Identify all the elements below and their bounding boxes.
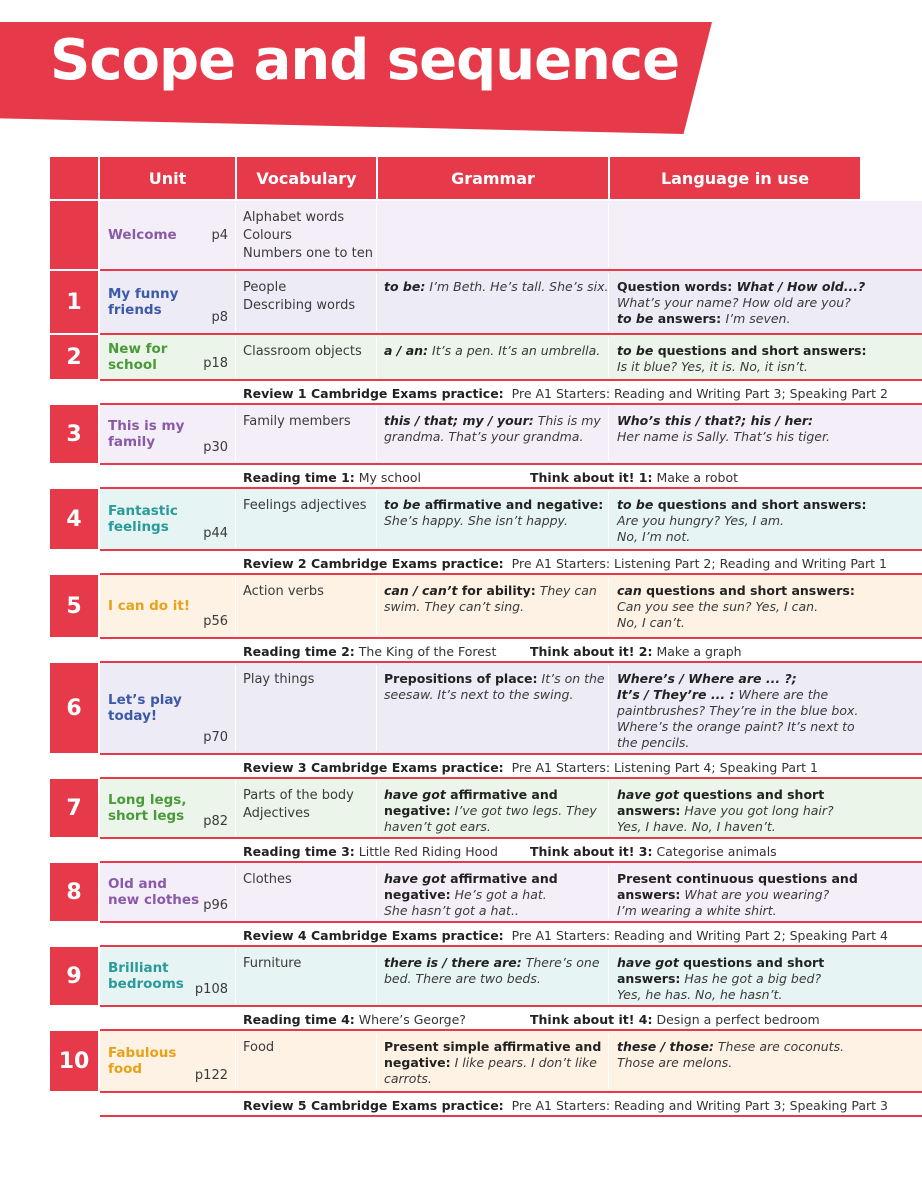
subrow-r2	[50, 551, 922, 575]
vocabulary-cell: Classroom objects	[243, 344, 362, 359]
grammar-cell	[384, 671, 610, 703]
text-run: this / that; my / your:	[384, 413, 534, 428]
column-divider	[235, 865, 236, 919]
text-run: these / those:	[617, 1039, 714, 1054]
language-in-use-cell	[617, 955, 867, 1003]
subrow-left-text	[243, 644, 496, 659]
text-run: questions and short answers:	[653, 343, 867, 358]
text-run: There’s one bed. There are two beds.	[384, 955, 600, 986]
unit-page: p56	[203, 614, 228, 629]
subrow-left-plain: Little Red Riding Hood	[354, 844, 498, 859]
text-run: Who’s this / that?; his / her:	[617, 413, 814, 428]
unit-page: p82	[203, 814, 228, 829]
table-body	[50, 201, 922, 1117]
text-run: to be	[617, 311, 654, 326]
subrow-left-bold: Reading time 4:	[243, 1012, 355, 1027]
subrow-r4	[50, 923, 922, 947]
unit-page: p30	[203, 440, 228, 455]
subrow-left-text	[243, 760, 818, 775]
text-run: Present continuous questions and answers:	[617, 871, 858, 902]
text-run: affirmative and negative:	[384, 871, 558, 902]
subrow-right-text	[530, 1012, 820, 1027]
header-vocabulary: Vocabulary	[237, 157, 376, 199]
text-run: What / How old...?	[736, 279, 866, 294]
column-divider	[235, 577, 236, 635]
unit-row-u4	[50, 489, 922, 551]
unit-page: p70	[203, 730, 228, 745]
grammar-cell	[384, 871, 610, 919]
text-run: have got	[617, 787, 679, 802]
text-run: affirmative and negative:	[420, 497, 604, 512]
text-run: to be	[384, 497, 421, 512]
text-run: Are you hungry? Yes, I am. No, I’m not.	[617, 513, 785, 544]
grammar-cell	[384, 583, 610, 615]
language-in-use-cell	[617, 871, 867, 919]
grammar-cell	[384, 497, 610, 529]
vocabulary-cell: Feelings adjectives	[243, 498, 367, 513]
subrow-background	[100, 639, 922, 661]
unit-name: Old and new clothes	[108, 876, 200, 908]
unit-page: p122	[194, 1068, 228, 1083]
unit-page: p96	[203, 898, 228, 913]
subrow-right-bold: Think about it! 4:	[530, 1012, 653, 1027]
subrow-left-plain: Pre A1 Starters: Listening Part 2; Reading and Writing Part 1	[503, 556, 887, 571]
text-run: have got	[384, 871, 446, 886]
subrow-left-bold: Review 4 Cambridge Exams practice:	[243, 928, 504, 943]
vocabulary-cell: Play things	[243, 672, 315, 687]
subrow-r5	[50, 1093, 922, 1117]
text-run: questions and short answers:	[617, 787, 825, 818]
subrow-r3	[50, 755, 922, 779]
language-in-use-cell	[617, 497, 867, 545]
text-run: have got	[384, 787, 446, 802]
subrow-left-plain: Where’s George?	[354, 1012, 466, 1027]
language-in-use-cell	[617, 583, 867, 631]
unit-row-u9	[50, 947, 922, 1007]
text-run: questions and short answers:	[653, 497, 867, 512]
text-run: It’s on the seesaw. It’s next to the swing.	[384, 671, 605, 702]
subrow-left-plain: The King of the Forest	[354, 644, 497, 659]
unit-number: 9	[50, 947, 98, 1005]
unit-number: 5	[50, 575, 98, 637]
vocabulary-cell: Parts of the body Adjectives	[243, 788, 354, 821]
header-language-in-use: Language in use	[610, 157, 860, 199]
unit-name: My funny friends	[108, 286, 179, 318]
subrow-background	[100, 465, 922, 487]
unit-row-u2	[50, 335, 922, 381]
unit-page: p4	[211, 227, 228, 243]
subrow-left-bold: Review 1 Cambridge Exams practice:	[243, 386, 504, 401]
vocabulary-cell: Furniture	[243, 956, 302, 971]
text-run: for ability:	[457, 583, 536, 598]
subrow-right-bold: Think about it! 2:	[530, 644, 653, 659]
subrow-right-text	[530, 644, 742, 659]
subrow-right-plain: Make a robot	[652, 470, 738, 485]
column-divider	[235, 665, 236, 751]
unit-number: 8	[50, 863, 98, 921]
language-in-use-cell	[617, 343, 867, 375]
subrow-right-plain: Categorise animals	[652, 844, 777, 859]
subrow-rt4	[50, 1007, 922, 1031]
text-run: questions and short answers:	[617, 955, 825, 986]
subrow-right-bold: Think about it! 1:	[530, 470, 653, 485]
subrow-left-text	[243, 386, 888, 401]
language-in-use-cell	[617, 671, 867, 751]
header-number-cell	[50, 157, 98, 199]
subrow-right-text	[530, 844, 777, 859]
unit-row-u6	[50, 663, 922, 755]
unit-row-u7	[50, 779, 922, 839]
unit-row-u1	[50, 271, 922, 335]
text-run: Question words:	[617, 279, 737, 294]
unit-page: p8	[211, 310, 228, 325]
text-run: affirmative and negative:	[384, 787, 558, 818]
text-run: I like pears. I don’t like carrots.	[384, 1055, 597, 1086]
unit-page: p44	[203, 526, 228, 541]
vocabulary-cell: Food	[243, 1040, 275, 1055]
column-divider	[235, 407, 236, 461]
column-divider	[235, 203, 236, 267]
grammar-cell	[384, 279, 610, 295]
vocabulary-cell: People Describing words	[243, 280, 356, 313]
unit-name: Fabulous food	[108, 1045, 177, 1077]
text-run: Present simple affirmative and negative:	[384, 1039, 602, 1070]
grammar-cell	[384, 1039, 610, 1087]
column-divider	[235, 337, 236, 377]
unit-number	[50, 201, 98, 269]
vocabulary-cell: Action verbs	[243, 584, 324, 599]
unit-row-u10	[50, 1031, 922, 1093]
subrow-right-plain: Make a graph	[652, 644, 742, 659]
unit-number: 2	[50, 335, 98, 379]
subrow-left-text	[243, 1012, 466, 1027]
text-run: to be	[617, 343, 654, 358]
text-run: Can you see the sun? Yes, I can. No, I can’t.	[617, 599, 819, 630]
header-unit: Unit	[100, 157, 235, 199]
text-run: Her name is Sally. That’s his tiger.	[617, 429, 830, 444]
subrow-left-plain: Pre A1 Starters: Reading and Writing Part 3; Speaking Part 2	[503, 386, 888, 401]
text-run: to be:	[384, 279, 426, 294]
text-run: Where’s / Where are ... ?; It’s / They’re ... :	[617, 671, 797, 702]
unit-name: Brilliant bedrooms	[108, 960, 184, 992]
language-in-use-cell	[617, 413, 867, 445]
scope-table	[50, 157, 922, 1117]
subrow-left-bold: Review 3 Cambridge Exams practice:	[243, 760, 504, 775]
language-in-use-cell	[617, 787, 867, 835]
grammar-cell	[384, 955, 610, 987]
text-run: can	[617, 583, 642, 598]
text-run: questions and short answers:	[641, 583, 855, 598]
subrow-rt1	[50, 465, 922, 489]
language-in-use-cell	[617, 279, 867, 327]
header-grammar: Grammar	[378, 157, 608, 199]
column-divider	[235, 491, 236, 547]
unit-name: Welcome	[108, 227, 177, 243]
text-run: Has he got a big bed? Yes, he has. No, he hasn’t.	[617, 971, 822, 1002]
column-divider	[235, 949, 236, 1003]
unit-page: p108	[194, 982, 228, 997]
text-run: She’s happy. She isn’t happy.	[384, 513, 568, 528]
page-title: Scope and sequence	[50, 28, 680, 93]
subrow-rt3	[50, 839, 922, 863]
text-run: These are coconuts. Those are melons.	[617, 1039, 845, 1070]
text-run: I’m Beth. He’s tall. She’s six.	[425, 279, 609, 294]
subrow-left-text	[243, 470, 421, 485]
unit-row-u5	[50, 575, 922, 639]
unit-name: Fantastic feelings	[108, 503, 178, 535]
subrow-left-bold: Reading time 1:	[243, 470, 355, 485]
text-run: What are you wearing? I’m wearing a white shirt.	[617, 887, 830, 918]
text-run: Prepositions of place:	[384, 671, 538, 686]
unit-name: New for school	[108, 341, 168, 373]
text-run: This is my grandma. That’s your grandma.	[384, 413, 601, 444]
unit-number: 7	[50, 779, 98, 837]
subrow-left-bold: Review 2 Cambridge Exams practice:	[243, 556, 504, 571]
grammar-cell	[384, 413, 610, 445]
text-run: to be	[617, 497, 654, 512]
text-run: Is it blue? Yes, it is. No, it isn’t.	[617, 359, 808, 374]
grammar-cell	[384, 787, 610, 835]
unit-row-welcome	[50, 201, 922, 271]
subrow-r1	[50, 381, 922, 405]
column-divider	[235, 273, 236, 331]
unit-name: I can do it!	[108, 598, 191, 614]
subrow-left-plain: My school	[354, 470, 421, 485]
unit-name: Long legs, short legs	[108, 792, 187, 824]
column-divider	[235, 1033, 236, 1089]
grammar-cell	[384, 343, 610, 359]
unit-number: 3	[50, 405, 98, 463]
text-run: answers:	[653, 311, 726, 326]
unit-number: 10	[50, 1031, 98, 1091]
text-run: They can swim. They can’t sing.	[384, 583, 597, 614]
text-run: Where are the paintbrushes? They’re in the blue box. Where’s the orange paint? It’s next to the pencils.	[617, 687, 859, 750]
unit-row-u8	[50, 863, 922, 923]
subrow-right-bold: Think about it! 3:	[530, 844, 653, 859]
subrow-right-text	[530, 470, 738, 485]
subrow-right-plain: Design a perfect bedroom	[652, 1012, 820, 1027]
column-divider	[235, 781, 236, 835]
subrow-left-plain: Pre A1 Starters: Listening Part 4; Speaking Part 1	[503, 760, 818, 775]
text-run: Have you got long hair? Yes, I have. No, I haven’t.	[617, 803, 834, 834]
subrow-left-plain: Pre A1 Starters: Reading and Writing Part 2; Speaking Part 4	[503, 928, 888, 943]
text-run: there is / there are:	[384, 955, 522, 970]
unit-row-u3	[50, 405, 922, 465]
vocabulary-cell: Alphabet words Colours Numbers one to ten	[243, 210, 373, 261]
text-run: a / an:	[384, 343, 429, 358]
subrow-left-text	[243, 844, 498, 859]
text-run: can / can’t	[384, 583, 458, 598]
subrow-left-bold: Reading time 3:	[243, 844, 355, 859]
text-run: He’s got a hat. She hasn’t got a hat..	[384, 887, 547, 918]
vocabulary-cell: Family members	[243, 414, 351, 429]
text-run: I’m seven.	[725, 311, 791, 326]
unit-name: Let’s play today!	[108, 692, 182, 724]
subrow-left-bold: Review 5 Cambridge Exams practice:	[243, 1098, 504, 1113]
vocabulary-cell: Clothes	[243, 872, 292, 887]
language-in-use-cell	[617, 1039, 867, 1071]
text-run: have got	[617, 955, 679, 970]
subrow-left-plain: Pre A1 Starters: Reading and Writing Part 3; Speaking Part 3	[503, 1098, 888, 1113]
subrow-background	[100, 839, 922, 861]
column-divider	[608, 203, 609, 267]
unit-page: p18	[203, 356, 228, 371]
unit-name: This is my family	[108, 418, 185, 450]
row-divider-line	[100, 1115, 922, 1117]
unit-number: 1	[50, 271, 98, 333]
subrow-rt2	[50, 639, 922, 663]
text-run: It’s a pen. It’s an umbrella.	[428, 343, 601, 358]
text-run: What’s your name? How old are you?	[617, 295, 851, 310]
subrow-left-text	[243, 928, 888, 943]
unit-number: 6	[50, 663, 98, 753]
subrow-left-bold: Reading time 2:	[243, 644, 355, 659]
subrow-left-text	[243, 556, 887, 571]
subrow-left-text	[243, 1098, 888, 1113]
text-run: I’ve got two legs. They haven’t got ears.	[384, 803, 597, 834]
table-header	[50, 157, 922, 201]
unit-number: 4	[50, 489, 98, 549]
